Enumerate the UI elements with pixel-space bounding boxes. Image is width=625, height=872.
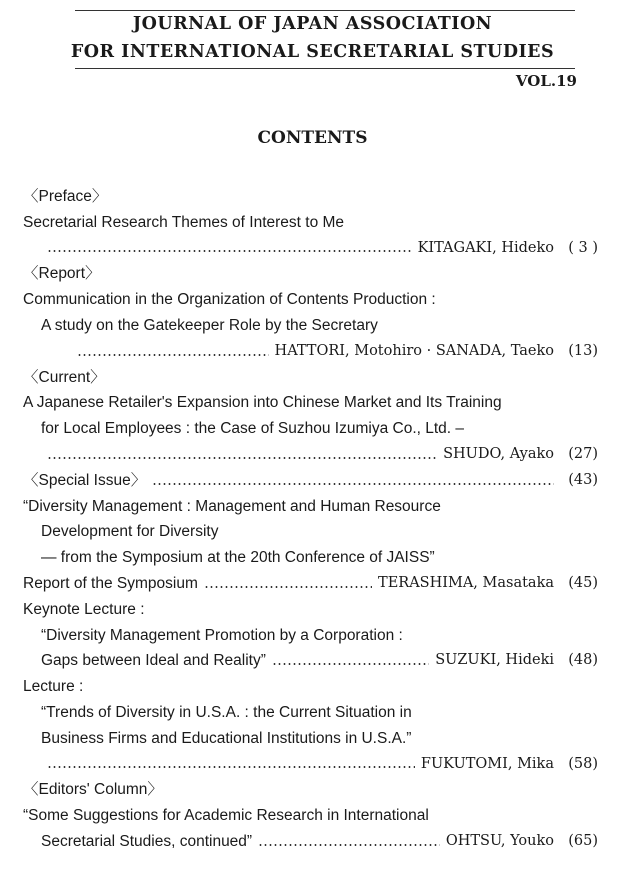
toc-entry-title-cont <box>23 726 598 752</box>
entry-page: (43) <box>568 471 598 488</box>
section-heading-preface <box>23 184 598 210</box>
entry-title: A study on the Gatekeeper Role by the Secretary <box>41 316 378 334</box>
entry-author: KITAGAKI, Hideko <box>417 239 554 256</box>
section-label: 〈Editors' Column〉 <box>23 781 163 799</box>
dot-leader <box>77 354 269 356</box>
toc-entry-title <box>23 803 598 829</box>
entry-author: SUZUKI, Hideki <box>435 652 554 669</box>
entry-page: (58) <box>568 755 598 772</box>
entry-title: Communication in the Organization of Contents Production : <box>23 291 436 309</box>
toc-entry-title <box>23 390 598 416</box>
entry-author: TERASHIMA, Masataka <box>378 574 554 591</box>
entry-title: “Diversity Management Promotion by a Corporation : <box>41 626 403 644</box>
section-label: 〈Preface〉 <box>23 188 108 205</box>
entry-title: Secretarial Research Themes of Interest to Me <box>23 213 345 231</box>
section-heading-report <box>23 261 598 287</box>
journal-title-line1: JOURNAL OF JAPAN ASSOCIATION <box>132 14 493 34</box>
entry-title: Gaps between Ideal and Reality” <box>41 652 266 670</box>
section-heading-current <box>23 365 598 391</box>
entry-author: HATTORI, Motohiro · SANADA, Taeko <box>274 342 554 359</box>
entry-title: Development for Diversity <box>41 523 219 541</box>
entry-page: (48) <box>568 652 598 669</box>
toc-entry-author-line <box>23 339 598 365</box>
toc-entry-title <box>23 623 598 649</box>
dot-leader <box>204 586 372 588</box>
dot-leader <box>47 250 412 252</box>
journal-title-line2: FOR INTERNATIONAL SECRETARIAL STUDIES <box>70 42 555 62</box>
entry-title: Business Firms and Educational Institutions in U.S.A.” <box>41 729 412 747</box>
toc-entry-author-line <box>23 752 598 778</box>
entry-title: Report of the Symposium <box>23 574 198 592</box>
dot-leader <box>272 663 429 665</box>
entry-page: (65) <box>568 832 598 849</box>
entry-author: FUKUTOMI, Mika <box>420 755 554 772</box>
toc-entry-author-line <box>23 236 598 262</box>
toc-entry-editors-author-line <box>23 829 598 855</box>
toc-entry-title-cont <box>23 416 598 442</box>
entry-author: SHUDO, Ayako <box>443 445 554 462</box>
toc-entry-title-cont <box>23 519 598 545</box>
entry-page: ( 3 ) <box>568 239 598 256</box>
toc-entry-author-line <box>23 442 598 468</box>
section-label: 〈Special Issue〉 <box>23 471 147 489</box>
toc-entry-symposium <box>23 571 598 597</box>
dot-leader <box>258 844 440 846</box>
entry-label: Lecture : <box>23 678 84 696</box>
toc-entry-title <box>23 494 598 520</box>
section-heading-special-issue <box>23 468 598 494</box>
entry-page: (13) <box>568 342 598 359</box>
entry-title: “Trends of Diversity in U.S.A. : the Current Situation in <box>41 703 412 721</box>
entry-title: “Some Suggestions for Academic Research in International <box>23 807 429 825</box>
entry-label: Keynote Lecture : <box>23 600 145 618</box>
entry-page: (45) <box>568 574 598 591</box>
dot-leader <box>152 483 554 485</box>
toc-entry-keynote-label <box>23 597 598 623</box>
contents-heading: CONTENTS <box>257 128 368 148</box>
section-label: 〈Current〉 <box>23 368 106 386</box>
toc-entry-title <box>23 287 598 313</box>
top-rule <box>75 10 575 11</box>
volume-label: VOL.19 <box>515 72 577 90</box>
toc-entry-title <box>23 210 598 236</box>
toc-entry-title-cont <box>23 313 598 339</box>
dot-leader <box>47 766 415 768</box>
dot-leader <box>47 457 437 459</box>
section-heading-editors-column <box>23 777 598 803</box>
entry-title: — from the Symposium at the 20th Conference of JAISS” <box>41 549 435 567</box>
table-of-contents <box>23 184 598 855</box>
entry-title: A Japanese Retailer's Expansion into Chinese Market and Its Training <box>23 394 502 412</box>
entry-page: (27) <box>568 445 598 462</box>
toc-entry-lecture-label <box>23 674 598 700</box>
toc-entry-title <box>23 700 598 726</box>
toc-entry-title-cont <box>23 545 598 571</box>
entry-author: OHTSU, Youko <box>445 832 554 849</box>
toc-entry-keynote-author-line <box>23 648 598 674</box>
section-label: 〈Report〉 <box>23 265 101 283</box>
entry-title: for Local Employees : the Case of Suzhou Izumiya Co., Ltd. – <box>41 420 465 438</box>
entry-title: “Diversity Management : Management and Human Resource <box>23 497 441 515</box>
entry-title: Secretarial Studies, continued” <box>41 832 253 850</box>
bottom-rule <box>75 68 575 69</box>
